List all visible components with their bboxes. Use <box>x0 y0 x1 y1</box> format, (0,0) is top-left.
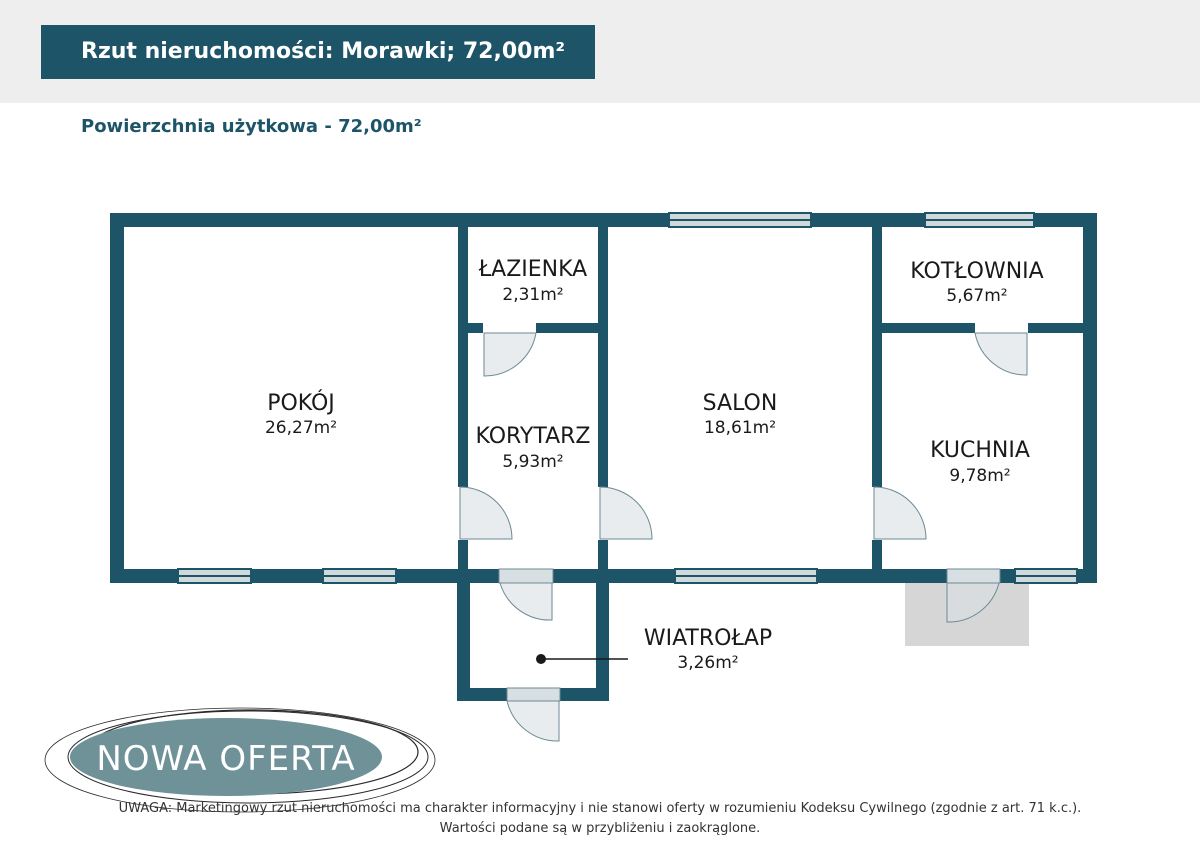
door-entrance <box>507 701 559 741</box>
door-opening-korytarz <box>499 569 553 583</box>
room-name-pokoj: POKÓJ <box>267 391 335 416</box>
badge-text: NOWA OFERTA <box>96 739 356 779</box>
room-name-salon: SALON <box>702 391 778 416</box>
room-name-kotlownia: KOTŁOWNIA <box>910 259 1044 284</box>
room-name-kuchnia: KUCHNIA <box>930 438 1030 463</box>
door-wiatrolap-inner <box>500 583 552 620</box>
room-name-wiatrolap: WIATROŁAP <box>643 626 773 651</box>
room-name-lazienka: ŁAZIENKA <box>478 257 588 282</box>
disclaimer-line-2: Wartości podane są w przybliżeniu i zaokrąglone. <box>439 821 761 836</box>
usable-area-subtitle: Powierzchnia użytkowa - 72,00m² <box>81 116 422 137</box>
disclaimer-line-1: UWAGA: Marketingowy rzut nieruchomości ma charakter informacyjny i nie stanowi oferty w rozumieniu Kodeksu Cywilnego (zgodnie z art. 71 k.c.). <box>118 801 1082 816</box>
door-opening-kotlownia <box>975 323 1028 333</box>
door-kotlownia <box>975 333 1027 375</box>
room-area-lazienka: 2,31m² <box>502 285 564 305</box>
room-area-korytarz: 5,93m² <box>502 452 564 472</box>
door-kuchnia <box>874 487 926 539</box>
door-lazienka <box>484 333 536 376</box>
room-area-wiatrolap: 3,26m² <box>677 653 739 673</box>
door-pokoj <box>460 487 512 539</box>
page-title: Rzut nieruchomości: Morawki; 72,00m² <box>41 25 595 79</box>
wiatrolap-marker <box>536 654 546 664</box>
room-area-pokoj: 26,27m² <box>264 418 338 438</box>
doors <box>458 323 1028 741</box>
wall-wiatrolap-right <box>596 583 609 701</box>
wall-left <box>110 213 124 583</box>
wall-wiatrolap-left <box>457 583 470 701</box>
new-offer-badge <box>45 708 435 812</box>
room-area-kotlownia: 5,67m² <box>946 286 1008 306</box>
room-area-kuchnia: 9,78m² <box>949 466 1011 486</box>
door-opening-entrance <box>507 688 560 701</box>
room-area-salon: 18,61m² <box>703 418 777 438</box>
room-name-korytarz: KORYTARZ <box>475 424 591 449</box>
door-salon <box>600 487 652 539</box>
disclaimer <box>0 799 1200 839</box>
door-opening-lazienka <box>483 323 536 333</box>
door-opening-kuchnia-outer <box>947 569 1000 583</box>
wall-right <box>1083 213 1097 583</box>
